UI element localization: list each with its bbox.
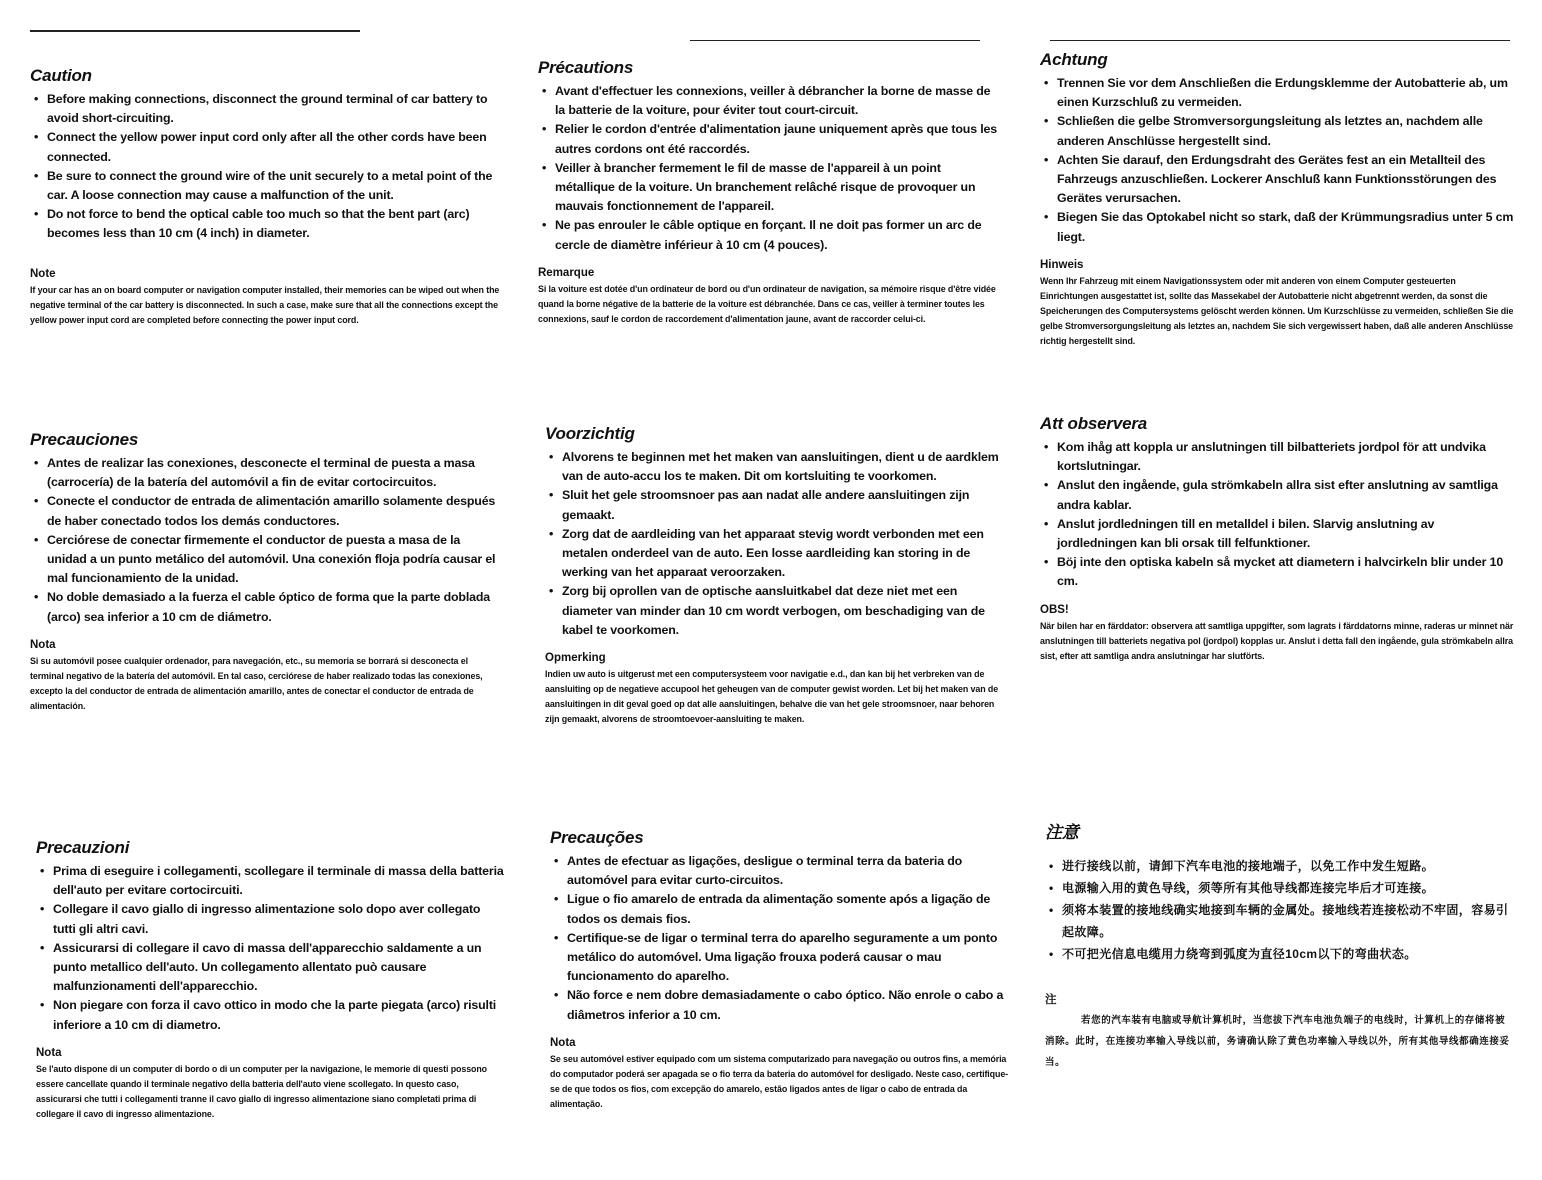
- section-heading: Précautions: [538, 58, 634, 77]
- section-heading: Att observera: [1040, 414, 1147, 433]
- note-title: Opmerking: [545, 652, 606, 665]
- list-item: • Trennen Sie vor dem Anschließen die Erdungsklemme der Autobatterie ab, um einen Kurzschluß zu vermeiden.: [1040, 74, 1515, 112]
- section-dutch: [545, 424, 1010, 784]
- note-title: Nota: [550, 1036, 576, 1049]
- note-body: If your car has an on board computer or navigation computer installed, their memories can be wiped out when the negative terminal of the car battery is disconnected. In such a case, make sure that all the connections except the yellow power input cord are completed before connecting the power input cord.: [30, 284, 500, 325]
- caution-list: [1040, 438, 1515, 592]
- section-french: [538, 58, 1003, 388]
- note-title: OBS!: [1040, 603, 1069, 616]
- list-item: • Connect the yellow power input cord only after all the other cords have been connected.: [30, 128, 500, 166]
- list-item: • Kom ihåg att koppla ur anslutningen till bilbatteriets jordpol för att undvika kortslutningar.: [1040, 438, 1515, 476]
- list-item: • Achten Sie darauf, den Erdungsdraht des Gerätes fest an ein Metallteil des Fahrzeugs anzuschließen. Lockerer Anschluß kann Funktionsstörungen des Gerätes verursachen.: [1040, 151, 1515, 209]
- list-item: • Sluit het gele stroomsnoer pas aan nadat alle andere aansluitingen zijn gemaakt.: [545, 486, 1010, 524]
- caution-list: [1040, 74, 1515, 247]
- list-item: • Cerciórese de conectar firmemente el conductor de puesta a masa de la unidad a un punto metálico del automóvil. Una conexión floja podría causar el mal funcionamiento de la unidad.: [30, 531, 500, 589]
- list-item: • Do not force to bend the optical cable too much so that the bent part (arc) becomes less than 10 cm (4 inch) in diameter.: [30, 205, 500, 243]
- list-item: • Before making connections, disconnect the ground terminal of car battery to avoid short-circuiting.: [30, 90, 500, 128]
- list-item: • Collegare il cavo giallo di ingresso alimentazione solo dopo aver collegato tutti gli altri cavi.: [36, 900, 506, 938]
- list-item: • Non piegare con forza il cavo ottico in modo che la parte piegata (arco) risulti inferiore a 10 cm di diametro.: [36, 996, 506, 1034]
- note-body: Si su automóvil posee cualquier ordenador, para navegación, etc., su memoria se borrará si desconecta el terminal negativo de la batería del automóvil. En tal caso, cerciórese de haber realizado todas las conexiones, excepto la del conductor de entrada de alimentación amarillo, antes de conectar el conductor de entrada de alimentación.: [30, 655, 483, 711]
- list-item: • 电源输入用的黄色导线，须等所有其他导线都连接完毕后才可连接。: [1045, 877, 1515, 899]
- note-title: Hinweis: [1040, 258, 1084, 271]
- section-heading: 注意: [1045, 823, 1079, 842]
- top-rule-right: [1050, 40, 1510, 41]
- caution-list: [36, 862, 506, 1035]
- list-item: • Zorg bij oprollen van de optische aansluitkabel dat deze niet met een diameter van minder dan 10 cm wordt verbogen, om beschadiging van de kabel te voorkomen.: [545, 582, 1010, 640]
- list-item: • Böj inte den optiska kabeln så mycket att diametern i halvcirkeln blir under 10 cm.: [1040, 553, 1515, 591]
- section-italian: [36, 838, 506, 1168]
- list-item: • Ne pas enrouler le câble optique en forçant. Il ne doit pas former un arc de cercle de diamètre inférieur à 10 cm (4 pouces).: [538, 216, 1003, 254]
- list-item: • Be sure to connect the ground wire of the unit securely to a metal point of the car. A loose connection may cause a malfunction of the unit.: [30, 167, 500, 205]
- section-english: [30, 66, 500, 396]
- section-chinese: [1045, 818, 1515, 1118]
- list-item: • Schließen die gelbe Stromversorgungsleitung als letztes an, nachdem alle anderen Anschlüsse hergestellt sind.: [1040, 112, 1515, 150]
- note-title: Note: [30, 267, 56, 280]
- section-heading: Precauções: [550, 828, 644, 847]
- top-rule-left: [30, 30, 360, 32]
- caution-list: [30, 454, 500, 627]
- section-heading: Caution: [30, 66, 92, 85]
- note-body: Indien uw auto is uitgerust met een computersysteem voor navigatie e.d., dan kan bij het verbreken van de aansluiting op de negatieve accupool het geheugen van de computer gewist worden. Let bij het maken van de aansluitingen in dit geval goed op dat alle aansluitingen, behalve die van het gele stroomsnoer, naar behoren zijn gemaakt, alvorens de stroomtoevoer-aansluiting te maken.: [545, 669, 999, 725]
- list-item: • Conecte el conductor de entrada de alimentación amarillo solamente después de haber conectado todos los demás conductores.: [30, 492, 500, 530]
- caution-list: [545, 448, 1010, 640]
- list-item: • Assicurarsi di collegare il cavo di massa dell'apparecchio saldamente a un punto metallico dell'auto. Un collegamento allentato può causare malfunzionamenti dell'apparecchio.: [36, 939, 506, 997]
- section-swedish: [1040, 414, 1515, 714]
- list-item: • Antes de realizar las conexiones, desconecte el terminal de puesta a masa (carrocería) de la batería del automóvil a fin de evitar cortocircuitos.: [30, 454, 500, 492]
- section-spanish: [30, 430, 500, 780]
- section-heading: Precauzioni: [36, 838, 130, 857]
- list-item: • Avant d'effectuer les connexions, veiller à débrancher la borne de masse de la batterie de la voiture, pour éviter tout court-circuit.: [538, 82, 1003, 120]
- list-item: • Alvorens te beginnen met het maken van aansluitingen, dient u de aardklem van de auto-accu los te maken. Dit om kortsluiting te voorkomen.: [545, 448, 1010, 486]
- section-portuguese: [550, 828, 1015, 1138]
- list-item: • Zorg dat de aardleiding van het apparaat stevig wordt verbonden met een metalen onderdeel van de auto. Een losse aardleiding kan storing in de werking van het apparaat veroorzaken.: [545, 525, 1010, 583]
- note-title: 注: [1045, 994, 1057, 1006]
- note-body: 若您的汽车装有电脑或导航计算机时，当您拔下汽车电池负端子的电线时，计算机上的存储将被消除。此时，在连接功率输入导线以前，务请确认除了黄色功率输入导线以外，所有其他导线都确连接妥当。: [1045, 1015, 1510, 1068]
- list-item: • Não force e nem dobre demasiadamente o cabo óptico. Não enrole o cabo a diâmetros inferior a 10 cm.: [550, 986, 1015, 1024]
- section-german: [1040, 50, 1515, 390]
- note-body: Si la voiture est dotée d'un ordinateur de bord ou d'un ordinateur de navigation, sa mémoire risque d'être vidée quand la borne négative de la batterie de la voiture est débranchée. Dans ce cas, veiller à terminer toutes les connexions, sauf le cordon de raccordement d'alimentation jaune, avant de raccorder celui-ci.: [538, 283, 996, 324]
- note-title: Remarque: [538, 266, 595, 279]
- note-body: Wenn Ihr Fahrzeug mit einem Navigationssystem oder mit anderen von einem Computer gesteuerten Einrichtungen ausgestattet ist, sollte das Massekabel der Autobatterie nicht abgetrennt werden, da sonst die Speicherungen des Computersystems gelöscht werden können. Um Kurzschlüsse zu vermeiden, schließen Sie die gelbe Stromversorgungsleitung als letztes an, nachdem Sie sich vergewissert haben, daß alle anderen Anschlüsse richtig hergestellt sind.: [1040, 275, 1514, 346]
- top-rule-middle: [690, 40, 980, 41]
- list-item: • Anslut den ingående, gula strömkabeln allra sist efter anslutning av samtliga andra kablar.: [1040, 476, 1515, 514]
- section-heading: Voorzichtig: [545, 424, 635, 443]
- note-body: När bilen har en färddator: observera att samtliga uppgifter, som lagrats i färddatorns minne, raderas ur minnet när anslutningen till batteriets negativa pol (jordpol) kopplas ur. Anslut i detta fall den ingående, gula strömkabeln allra sist, efter att samtliga andra anslutningar har slutförts.: [1040, 620, 1514, 661]
- note-title: Nota: [30, 638, 56, 651]
- section-heading: Precauciones: [30, 430, 139, 449]
- caution-list: [538, 82, 1003, 255]
- list-item: • Biegen Sie das Optokabel nicht so stark, daß der Krümmungsradius unter 5 cm liegt.: [1040, 208, 1515, 246]
- list-item: • Ligue o fio amarelo de entrada da alimentação somente após a ligação de todos os demais fios.: [550, 890, 1015, 928]
- list-item: • No doble demasiado a la fuerza el cable óptico de forma que la parte doblada (arco) sea inferior a 10 cm de diámetro.: [30, 588, 500, 626]
- caution-list: [550, 852, 1015, 1025]
- list-item: • Certifique-se de ligar o terminal terra do aparelho seguramente a um ponto metálico do automóvel. Uma ligação frouxa poderá causar o mau funcionamento do aparelho.: [550, 929, 1015, 987]
- list-item: • Relier le cordon d'entrée d'alimentation jaune uniquement après que tous les autres cordons ont été raccordés.: [538, 120, 1003, 158]
- list-item: • Prima di eseguire i collegamenti, scollegare il terminale di massa della batteria dell'auto per evitare cortocircuiti.: [36, 862, 506, 900]
- list-item: • 须将本装置的接地线确实地接到车辆的金属处。接地线若连接松动不牢固，容易引起故障。: [1045, 899, 1515, 943]
- caution-list: [30, 90, 500, 244]
- list-item: • Antes de efectuar as ligações, desligue o terminal terra da bateria do automóvel para evitar curto-circuitos.: [550, 852, 1015, 890]
- caution-list: [1045, 855, 1515, 965]
- note-body: Se seu automóvel estiver equipado com um sistema computarizado para navegação ou outros fins, a memória do computador poderá ser apagada se o fio terra da bateria do automóvel for desligado. Neste caso, certifique-se de que todos os fios, com excepção do amarelo, estão ligados antes de ligar o cabo de entrada da alimentação.: [550, 1053, 1009, 1109]
- note-body: Se l'auto dispone di un computer di bordo o di un computer per la navigazione, le memorie di questi possono essere cancellate quando il terminale negativo della batteria dell'auto viene scollegato. In questo caso, assicurarsi che tutti i collegamenti tranne il cavo giallo di ingresso alimentazione siano completati prima di collegare il cavo di ingresso alimentazione.: [36, 1063, 487, 1119]
- list-item: • Anslut jordledningen till en metalldel i bilen. Slarvig anslutning av jordledningen kan bli orsak till felfunktioner.: [1040, 515, 1515, 553]
- list-item: • 进行接线以前，请卸下汽车电池的接地端子，以免工作中发生短路。: [1045, 855, 1515, 877]
- note-title: Nota: [36, 1046, 62, 1059]
- list-item: • 不可把光信息电缆用力绕弯到弧度为直径10cm以下的弯曲状态。: [1045, 943, 1515, 965]
- section-heading: Achtung: [1040, 50, 1108, 69]
- list-item: • Veiller à brancher fermement le fil de masse de l'appareil à un point métallique de la voiture. Un branchement relâché risque de provoquer un mauvais fonctionnement de l'appareil.: [538, 159, 1003, 217]
